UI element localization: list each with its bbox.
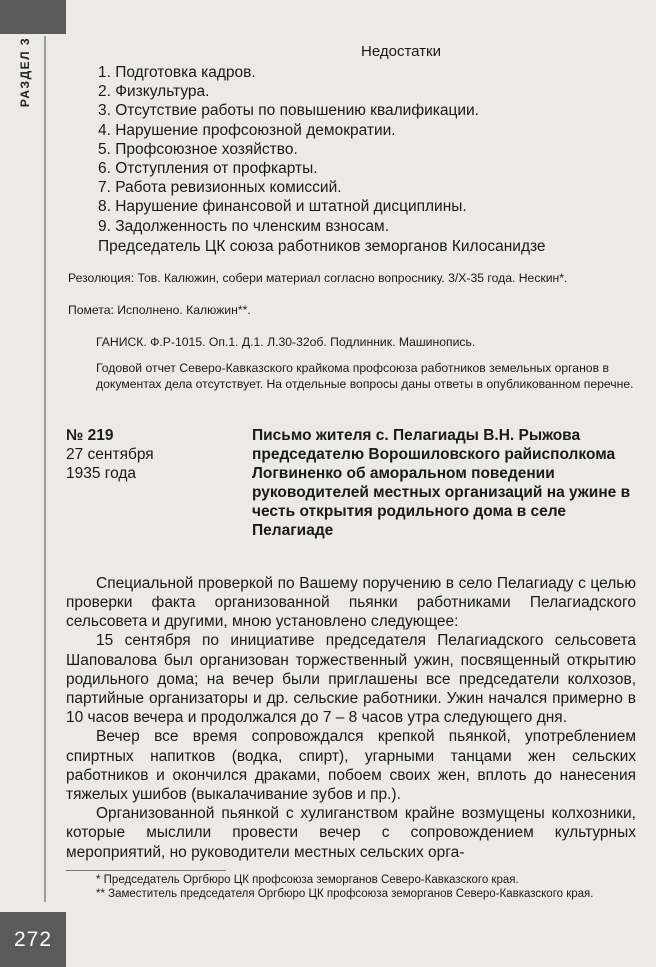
document-number: № 219 xyxy=(66,426,114,444)
body-paragraph: 15 сентября по инициативе председателя Пелагиадского сельсовета Шаповалова был организован торжественный ужин, посвященный открытию родильного дома; на вечер были приглашены все председатели колхозов, партийные организаторы и др. сельские работники. Ужин начался примерно в 10 часов вечера и продолжался до 7 – 8 часов утра следующего дня. xyxy=(66,632,636,727)
resolution: Резолюция: Тов. Калюжин, собери материал согласно вопроснику. 3/Х-35 года. Нескин*. xyxy=(68,270,568,285)
mark: Помета: Исполнено. Калюжин**. xyxy=(68,302,251,317)
document-body xyxy=(66,574,636,862)
corner-block xyxy=(0,0,66,34)
document-meta xyxy=(66,426,252,540)
document-header xyxy=(66,426,636,540)
document-title: Письмо жителя с. Пелагиады В.Н. Рыжова председателю Ворошиловского райисполкома Логвиненко об аморальном поведении руководителей местных организаций на ужине в честь открытия родильного дома в селе Пелагиаде xyxy=(252,426,631,539)
archive-reference: ГАНИСК. Ф.Р-1015. Оп.1. Д.1. Л.30-32об. Подлинник. Машинопись. xyxy=(96,334,476,349)
footnote-rule xyxy=(66,870,226,871)
document-date-line2: 1935 года xyxy=(66,464,137,482)
footnote: ** Заместитель председателя Оргбюро ЦК профсоюза земорганов Северо-Кавказского края. xyxy=(96,887,594,900)
list-item: 3. Отсутствие работы по повышению квалификации. xyxy=(98,102,479,120)
section-tab xyxy=(10,34,40,110)
list-item: 5. Профсоюзное хозяйство. xyxy=(98,140,298,158)
body-paragraph: Вечер все время сопровождался крепкой пьянкой, употреблением спиртных напитков (водка, спирт), угарными танцами жен сельских работников и окончился драками, побоем своих жен, вплоть до нанесения тяжелых ушибов (выкалачивание зубов и пр.). xyxy=(66,728,636,804)
report-heading: Недостатки xyxy=(361,43,441,60)
deficits-list xyxy=(98,63,636,236)
body-paragraph: Организованной пьянкой с хулиганством крайне возмущены колхозники, которые мыслили провести вечер с сопровождением культурных мероприятий, но руководители местных сельских орга- xyxy=(66,805,636,861)
page-content xyxy=(66,42,636,901)
section-label: РАЗДЕЛ 3 xyxy=(18,36,32,108)
page-number: 272 xyxy=(0,912,66,967)
list-item: 2. Физкультура. xyxy=(98,83,210,101)
side-rule xyxy=(44,36,46,902)
list-item: 7. Работа ревизионных комиссий. xyxy=(98,179,342,197)
footnote: * Председатель Оргбюро ЦК профсоюза земорганов Северо-Кавказского края. xyxy=(96,873,519,886)
chairman-signature: Председатель ЦК союза работников земорганов Килосанидзе xyxy=(98,237,546,255)
body-paragraph: Специальной проверкой по Вашему поручению в село Пелагиаду с целью проверки факта организованной пьянки работниками Пелагиадского сельсовета и другими, мною установлено следующее: xyxy=(66,574,636,631)
list-item: 1. Подготовка кадров. xyxy=(98,64,256,81)
list-item: 6. Отступления от профкарты. xyxy=(98,160,318,178)
list-item: 8. Нарушение финансовой и штатной дисциплины. xyxy=(98,198,467,216)
editorial-note: Годовой отчет Северо-Кавказского крайкома профсоюза работников земельных органов в документах дела отсутствует. На отдельные вопросы даны ответы в опубликованном перечне. xyxy=(96,360,634,391)
list-item: 4. Нарушение профсоюзной демократии. xyxy=(98,121,396,139)
document-date-line1: 27 сентября xyxy=(66,445,154,463)
list-item: 9. Задолженность по членским взносам. xyxy=(98,217,389,235)
